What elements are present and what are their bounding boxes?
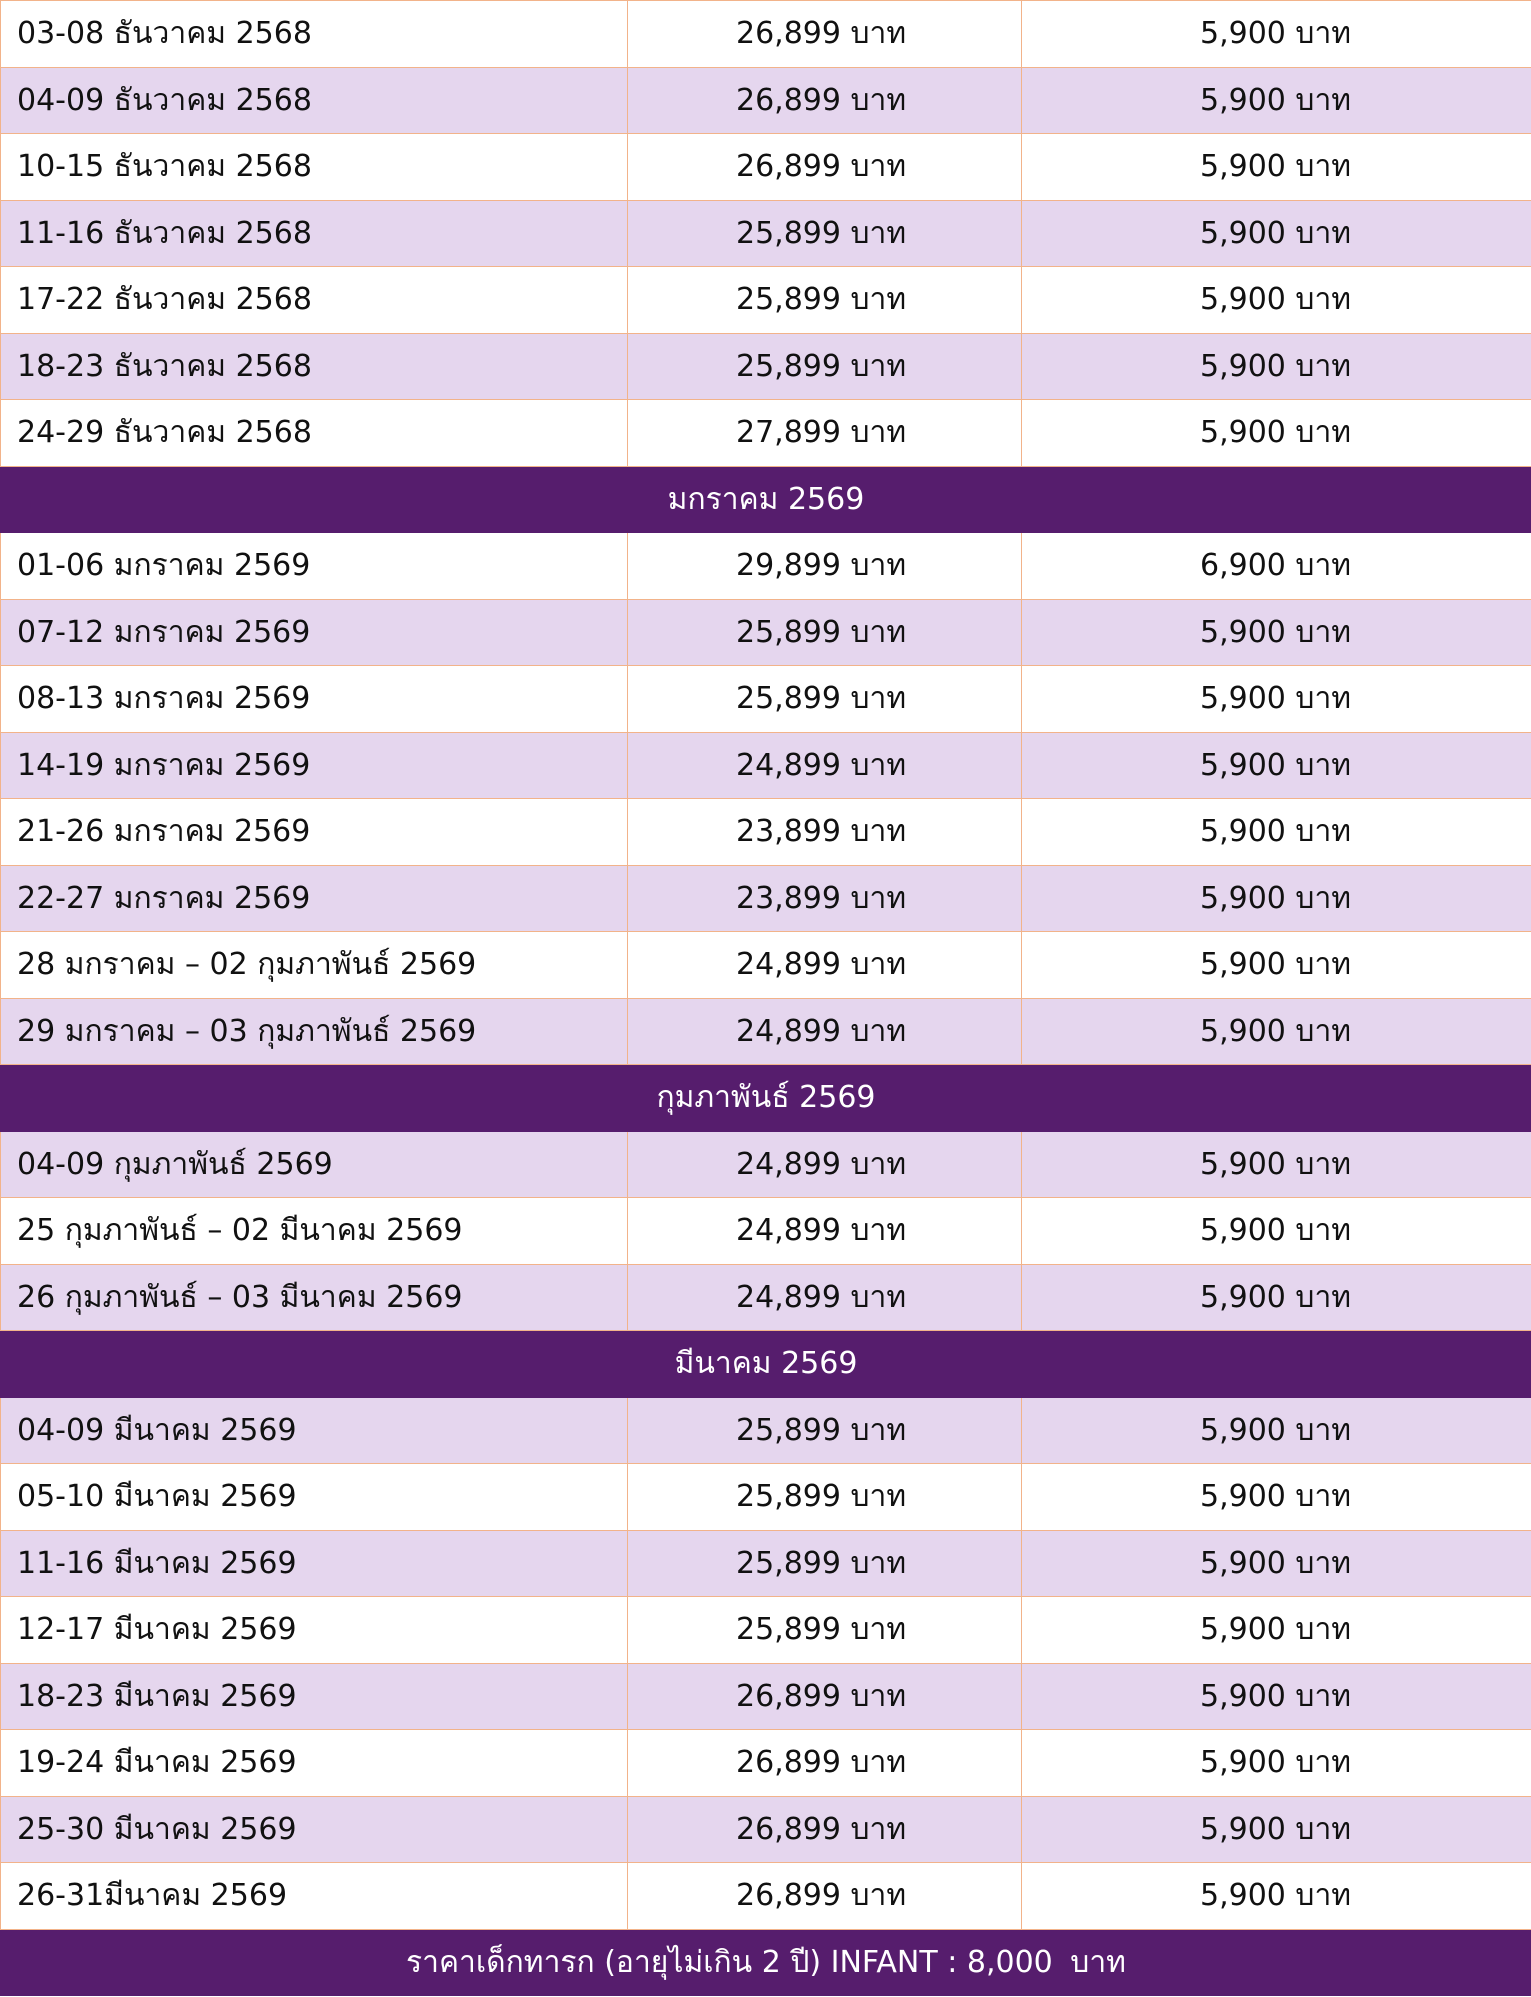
infant-price-label: ราคาเด็กทารก (อายุไม่เกิน 2 ปี) INFANT : 8,000 [406,1944,1053,1980]
adult-price-cell: 26,899 บาท [628,1730,1022,1797]
adult-price-cell: 24,899 บาท [628,932,1022,999]
table-row [1,1663,1531,1730]
adult-price-cell: 24,899 บาท [628,1131,1022,1198]
single-supplement-cell: 5,900 บาท [1022,1597,1531,1664]
travel-dates-cell: 01-06 มกราคม 2569 [1,533,628,600]
travel-dates-cell: 17-22 ธันวาคม 2568 [1,267,628,334]
single-supplement-cell: 5,900 บาท [1022,1397,1531,1464]
travel-dates-cell: 26 กุมภาพันธ์ – 03 มีนาคม 2569 [1,1264,628,1331]
table-row [1,333,1531,400]
table-row [1,533,1531,600]
travel-dates-cell: 28 มกราคม – 02 กุมภาพันธ์ 2569 [1,932,628,999]
table-row [1,1264,1531,1331]
table-row [1,1796,1531,1863]
single-supplement-cell: 5,900 บาท [1022,799,1531,866]
adult-price-cell: 26,899 บาท [628,1863,1022,1930]
table-row [1,1131,1531,1198]
table-row [1,732,1531,799]
single-supplement-cell: 5,900 บาท [1022,333,1531,400]
adult-price-cell: 25,899 บาท [628,333,1022,400]
travel-dates-cell: 25 กุมภาพันธ์ – 02 มีนาคม 2569 [1,1198,628,1265]
single-supplement-cell: 5,900 บาท [1022,932,1531,999]
adult-price-cell: 26,899 บาท [628,67,1022,134]
adult-price-cell: 23,899 บาท [628,865,1022,932]
adult-price-cell: 25,899 บาท [628,599,1022,666]
month-header-row [1,1065,1531,1132]
single-supplement-cell: 5,900 บาท [1022,200,1531,267]
single-supplement-cell: 5,900 บาท [1022,865,1531,932]
table-row [1,1597,1531,1664]
table-row [1,932,1531,999]
adult-price-cell: 25,899 บาท [628,200,1022,267]
travel-dates-cell: 04-09 กุมภาพันธ์ 2569 [1,1131,628,1198]
month-header-row [1,1331,1531,1398]
single-supplement-cell: 5,900 บาท [1022,1198,1531,1265]
single-supplement-cell: 5,900 บาท [1022,1131,1531,1198]
adult-price-cell: 26,899 บาท [628,1796,1022,1863]
adult-price-cell: 25,899 บาท [628,666,1022,733]
travel-dates-cell: 04-09 ธันวาคม 2568 [1,67,628,134]
month-header: กุมภาพันธ์ 2569 [1,1065,1531,1132]
table-row [1,599,1531,666]
month-header: มีนาคม 2569 [1,1331,1531,1398]
adult-price-cell: 24,899 บาท [628,1198,1022,1265]
single-supplement-cell: 5,900 บาท [1022,1796,1531,1863]
travel-dates-cell: 12-17 มีนาคม 2569 [1,1597,628,1664]
adult-price-cell: 25,899 บาท [628,267,1022,334]
single-supplement-cell: 5,900 บาท [1022,732,1531,799]
single-supplement-cell: 5,900 บาท [1022,134,1531,201]
table-row [1,1730,1531,1797]
travel-dates-cell: 24-29 ธันวาคม 2568 [1,400,628,467]
table-row [1,1397,1531,1464]
adult-price-cell: 25,899 บาท [628,1397,1022,1464]
travel-dates-cell: 21-26 มกราคม 2569 [1,799,628,866]
travel-dates-cell: 18-23 มีนาคม 2569 [1,1663,628,1730]
adult-price-cell: 26,899 บาท [628,1,1022,68]
month-header-row [1,466,1531,533]
table-row [1,1198,1531,1265]
adult-price-cell: 26,899 บาท [628,1663,1022,1730]
single-supplement-cell: 5,900 บาท [1022,666,1531,733]
single-supplement-cell: 5,900 บาท [1022,1464,1531,1531]
single-supplement-cell: 5,900 บาท [1022,1530,1531,1597]
single-supplement-cell: 5,900 บาท [1022,400,1531,467]
travel-dates-cell: 29 มกราคม – 03 กุมภาพันธ์ 2569 [1,998,628,1065]
table-row [1,200,1531,267]
travel-dates-cell: 10-15 ธันวาคม 2568 [1,134,628,201]
adult-price-cell: 26,899 บาท [628,134,1022,201]
table-row [1,267,1531,334]
table-row [1,666,1531,733]
adult-price-cell: 24,899 บาท [628,998,1022,1065]
infant-price-cell [1,1929,1531,1996]
infant-price-unit: บาท [1070,1944,1126,1980]
table-row [1,1863,1531,1930]
travel-dates-cell: 04-09 มีนาคม 2569 [1,1397,628,1464]
table-row [1,1,1531,68]
adult-price-cell: 23,899 บาท [628,799,1022,866]
single-supplement-cell: 5,900 บาท [1022,1,1531,68]
price-table-body [1,1,1531,1930]
single-supplement-cell: 5,900 บาท [1022,1863,1531,1930]
travel-dates-cell: 14-19 มกราคม 2569 [1,732,628,799]
single-supplement-cell: 5,900 บาท [1022,998,1531,1065]
travel-dates-cell: 03-08 ธันวาคม 2568 [1,1,628,68]
month-header: มกราคม 2569 [1,466,1531,533]
single-supplement-cell: 5,900 บาท [1022,1730,1531,1797]
adult-price-cell: 24,899 บาท [628,1264,1022,1331]
adult-price-cell: 24,899 บาท [628,732,1022,799]
single-supplement-cell: 5,900 บาท [1022,1663,1531,1730]
single-supplement-cell: 6,900 บาท [1022,533,1531,600]
adult-price-cell: 25,899 บาท [628,1464,1022,1531]
adult-price-cell: 25,899 บาท [628,1530,1022,1597]
single-supplement-cell: 5,900 บาท [1022,599,1531,666]
adult-price-cell: 29,899 บาท [628,533,1022,600]
travel-dates-cell: 22-27 มกราคม 2569 [1,865,628,932]
travel-dates-cell: 11-16 มีนาคม 2569 [1,1530,628,1597]
table-row [1,400,1531,467]
adult-price-cell: 27,899 บาท [628,400,1022,467]
table-row [1,134,1531,201]
infant-price-row [1,1929,1531,1996]
table-row [1,799,1531,866]
travel-dates-cell: 05-10 มีนาคม 2569 [1,1464,628,1531]
single-supplement-cell: 5,900 บาท [1022,67,1531,134]
table-row [1,1464,1531,1531]
table-row [1,67,1531,134]
table-row [1,865,1531,932]
table-row [1,998,1531,1065]
travel-dates-cell: 08-13 มกราคม 2569 [1,666,628,733]
table-row [1,1530,1531,1597]
travel-dates-cell: 07-12 มกราคม 2569 [1,599,628,666]
travel-dates-cell: 11-16 ธันวาคม 2568 [1,200,628,267]
travel-dates-cell: 19-24 มีนาคม 2569 [1,1730,628,1797]
single-supplement-cell: 5,900 บาท [1022,1264,1531,1331]
travel-dates-cell: 25-30 มีนาคม 2569 [1,1796,628,1863]
travel-dates-cell: 26-31มีนาคม 2569 [1,1863,628,1930]
adult-price-cell: 25,899 บาท [628,1597,1022,1664]
single-supplement-cell: 5,900 บาท [1022,267,1531,334]
travel-dates-cell: 18-23 ธันวาคม 2568 [1,333,628,400]
